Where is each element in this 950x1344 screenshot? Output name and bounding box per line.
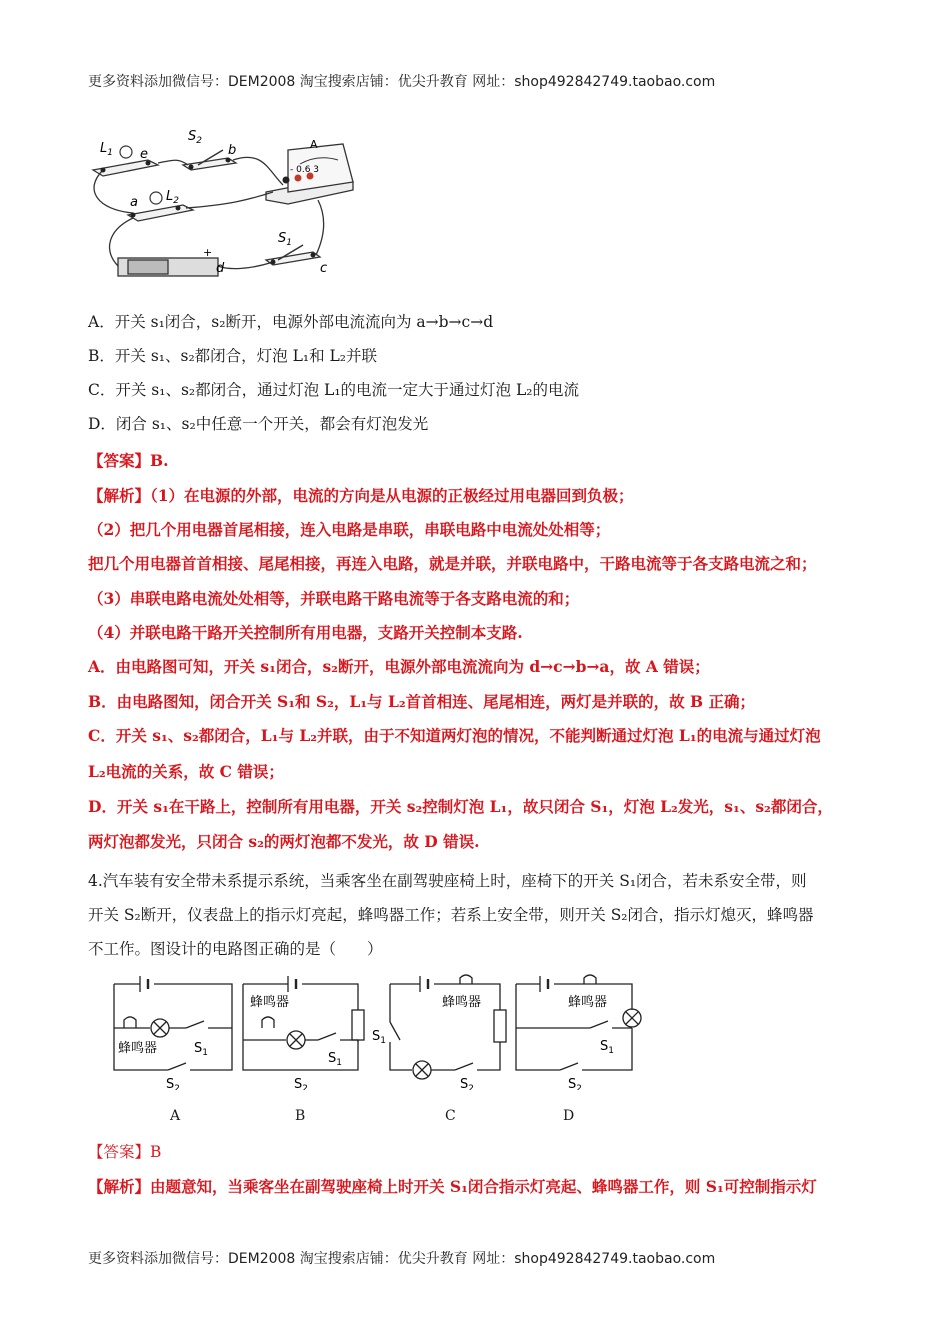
- page-header: 更多资料添加微信号：DEM2008 淘宝搜索店铺：优尖升教育 网址：shop492842749.taobao.com: [88, 74, 716, 90]
- q4-circuit-diagrams: [100, 970, 660, 1090]
- svg-text:d: d: [216, 261, 225, 276]
- q4-stem-1: 4.汽车装有安全带未系提示系统，当乘客坐在副驾驶座椅上时，座椅下的开关 S₁闭合，若未系安全带，则: [88, 872, 807, 890]
- svg-text:蜂鸣器: 蜂鸣器: [250, 995, 290, 1010]
- svg-text:蜂鸣器: 蜂鸣器: [442, 995, 482, 1010]
- q3-analysis-6: A．由电路图可知，开关 s₁闭合，s₂断开，电源外部电流流向为 d→c→b→a，故 A 错误；: [88, 657, 710, 676]
- q4-caption-c: C: [445, 1108, 456, 1124]
- circuit-photo-figure: [88, 120, 363, 280]
- svg-text:- 0.6 3: - 0.6 3: [290, 165, 320, 175]
- q3-analysis-3: 把几个用电器首首相接、尾尾相接，再连入电路，就是并联，并联电路中，干路电流等于各支路电流之和；: [88, 554, 817, 573]
- svg-text:S2: $S_2$: [294, 1077, 308, 1090]
- svg-text:蜂鸣器: 蜂鸣器: [568, 995, 608, 1010]
- q3-analysis-1: 【解析】（1）在电源的外部，电流的方向是从电源的正极经过用电器回到负极；: [88, 486, 634, 505]
- svg-text:S2: $S_2$: [460, 1077, 474, 1090]
- q4-caption-b: B: [295, 1108, 306, 1124]
- svg-text:L2: $L_2$: [166, 189, 179, 206]
- q3-option-c: C．开关 s₁、s₂都闭合，通过灯泡 L₁的电流一定大于通过灯泡 L₂的电流: [88, 381, 579, 399]
- q3-answer: 【答案】B.: [88, 451, 169, 470]
- q3-analysis-9: L₂电流的关系，故 C 错误；: [88, 762, 284, 781]
- q3-analysis-8: C．开关 s₁、s₂都闭合，L₁与 L₂并联，由于不知道两灯泡的情况，不能判断通过灯泡 L₁的电流与通过灯泡: [88, 726, 821, 745]
- q3-analysis-11: 两灯泡都发光，只闭合 s₂的两灯泡都不发光，故 D 错误.: [88, 832, 480, 851]
- svg-text:S1: $S_1$: [194, 1041, 208, 1058]
- q3-analysis-2: （2）把几个用电器首尾相接，连入电路是串联，串联电路中电流处处相等；: [88, 520, 611, 539]
- svg-text:S2: $S_2$: [166, 1077, 180, 1090]
- svg-text:S1: $S_1$: [372, 1029, 386, 1046]
- svg-text:S1: $S_1$: [278, 231, 292, 248]
- svg-text:b: b: [228, 143, 237, 158]
- svg-text:L1: $L_1$: [100, 141, 113, 158]
- svg-text:S2: $S_2$: [568, 1077, 582, 1090]
- svg-text:e: e: [140, 147, 148, 162]
- svg-text:a: a: [130, 195, 138, 210]
- q4-stem-3: 不工作。图设计的电路图正确的是（ ）: [88, 940, 383, 958]
- svg-text:蜂鸣器: 蜂鸣器: [118, 1041, 158, 1056]
- q3-analysis-10: D．开关 s₁在干路上，控制所有用电器，开关 s₂控制灯泡 L₁，故只闭合 S₁，灯泡 L₂发光，s₁、s₂都闭合，: [88, 797, 833, 816]
- q4-analysis: 【解析】由题意知，当乘客坐在副驾驶座椅上时开关 S₁闭合指示灯亮起、蜂鸣器工作，则 S₁可控制指示灯: [88, 1177, 817, 1196]
- svg-text:S1: $S_1$: [600, 1039, 614, 1056]
- q3-analysis-4: （3）串联电路电流处处相等，并联电路干路电流等于各支路电流的和；: [88, 589, 580, 608]
- q4-answer: 【答案】B: [88, 1143, 162, 1161]
- page-footer: 更多资料添加微信号：DEM2008 淘宝搜索店铺：优尖升教育 网址：shop492842749.taobao.com: [88, 1251, 716, 1267]
- svg-text:A: A: [310, 138, 318, 151]
- q3-analysis-5: （4）并联电路干路开关控制所有用电器，支路开关控制本支路.: [88, 623, 523, 642]
- q4-caption-a: A: [170, 1108, 181, 1124]
- svg-text:S2: $S_2$: [188, 129, 202, 146]
- q3-analysis-7: B．由电路图知，闭合开关 S₁和 S₂，L₁与 L₂首首相连、尾尾相连，两灯是并联的，故 B 正确；: [88, 692, 756, 711]
- svg-text:c: c: [320, 261, 328, 276]
- q3-option-a: A．开关 s₁闭合，s₂断开，电源外部电流流向为 a→b→c→d: [88, 313, 494, 331]
- q4-caption-d: D: [563, 1108, 575, 1124]
- q3-option-b: B．开关 s₁、s₂都闭合，灯泡 L₁和 L₂并联: [88, 347, 378, 365]
- svg-text:S1: $S_1$: [328, 1051, 342, 1068]
- q4-stem-2: 开关 S₂断开，仪表盘上的指示灯亮起，蜂鸣器工作；若系上安全带，则开关 S₂闭合，指示灯熄灭，蜂鸣器: [88, 906, 814, 924]
- svg-text:+: +: [203, 246, 213, 259]
- q3-option-d: D．闭合 s₁、s₂中任意一个开关，都会有灯泡发光: [88, 415, 429, 433]
